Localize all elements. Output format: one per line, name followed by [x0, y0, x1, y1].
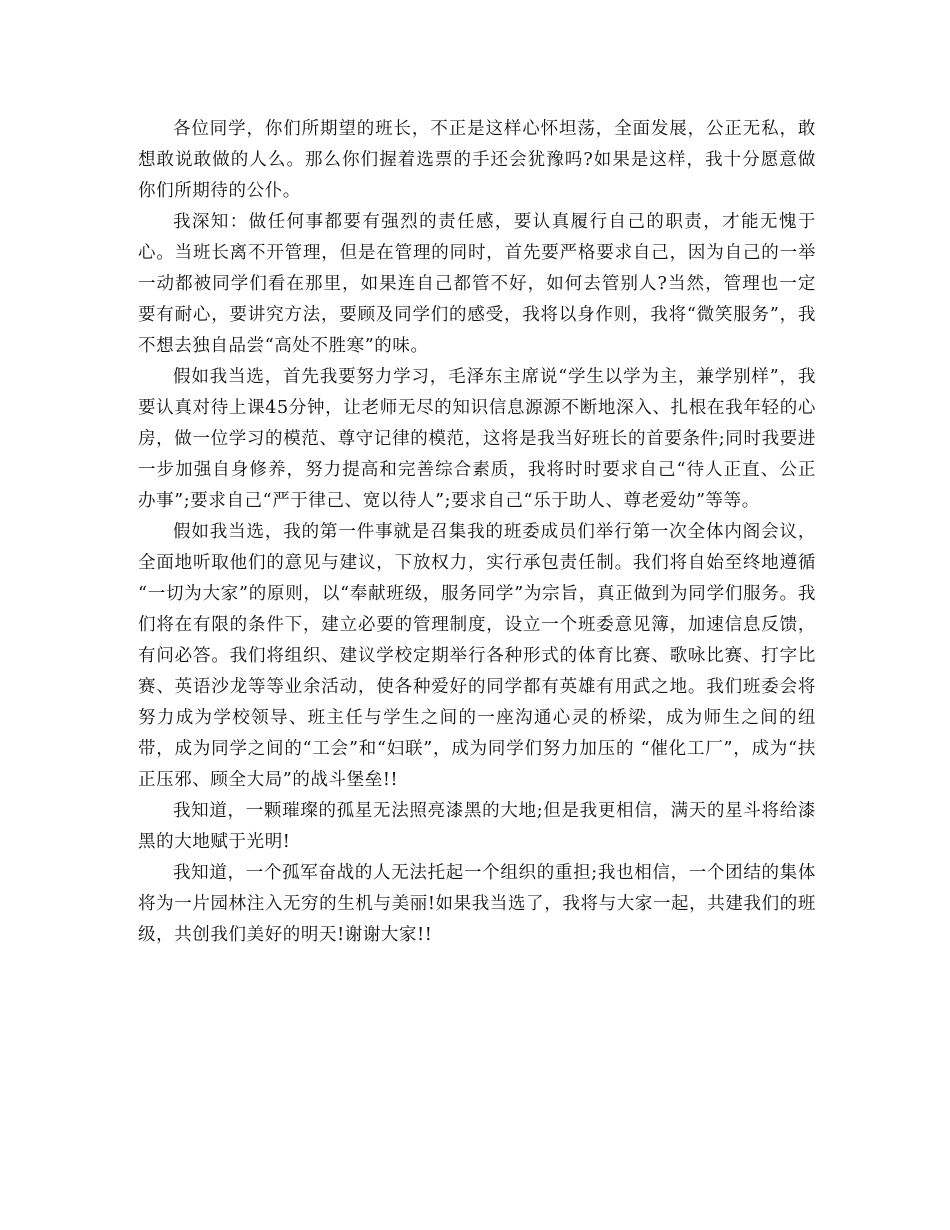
- paragraph-6: 我知道，一个孤军奋战的人无法托起一个组织的重担;我也相信，一个团结的集体将为一片园林注入无穷的生机与美丽!如果我当选了，我将与大家一起，共建我们的班级，共创我们美好的明天!谢谢大家!!: [138, 863, 816, 945]
- paragraph-4: 假如我当选，我的第一件事就是召集我的班委成员们举行第一次全体内阁会议，全面地听取他们的意见与建议，下放权力，实行承包责任制。我们将自始至终地遵循 “一切为大家”的原则，以“奉献班级，服务同学”为宗旨，真正做到为同学们服务。我们将在有限的条件下，建立必要的管理制度，设立一个班委意见簿，加速信息反馈，有问必答。我们将组织、建议学校定期举行各种形式的体育比赛、歌咏比赛、打字比赛、英语沙龙等等业余活动，使各种爱好的同学都有英雄有用武之地。我们班委会将努力成为学校领导、班主任与学生之间的一座沟通心灵的桥梁，成为师生之间的纽带，成为同学之间的“工会”和“妇联”，成为同学们努力加压的 “催化工厂”，成为“扶正压邪、顾全大局”的战斗堡垒!!: [138, 522, 816, 790]
- document-body: [138, 114, 816, 951]
- paragraph-5: 我知道，一颗璀璨的孤星无法照亮漆黑的大地;但是我更相信，满天的星斗将给漆黑的大地赋于光明!: [138, 801, 816, 852]
- paragraph-3: 假如我当选，首先我要努力学习，毛泽东主席说“学生以学为主，兼学别样”，我要认真对待上课45分钟，让老师无尽的知识信息源源不断地深入、扎根在我年轻的心房，做一位学习的模范、尊守记律的模范，这将是我当好班长的首要条件;同时我要进一步加强自身修养，努力提高和完善综合素质，我将时时要求自己“待人正直、公正办事”;要求自己“严于律己、宽以待人”;要求自己“乐于助人、尊老爱幼”等等。: [138, 367, 816, 511]
- paragraph-1: 各位同学，你们所期望的班长，不正是这样心怀坦荡，全面发展，公正无私，敢想敢说敢做的人么。那么你们握着选票的手还会犹豫吗?如果是这样，我十分愿意做你们所期待的公仆。: [138, 119, 816, 201]
- paragraph-2: 我深知：做任何事都要有强烈的责任感，要认真履行自己的职责，才能无愧于心。当班长离不开管理，但是在管理的同时，首先要严格要求自己，因为自己的一举一动都被同学们看在那里，如果连自己都管不好，如何去管别人?当然，管理也一定要有耐心，要讲究方法，要顾及同学们的感受，我将以身作则，我将“微笑服务”，我不想去独自品尝“高处不胜寒”的味。: [138, 212, 816, 356]
